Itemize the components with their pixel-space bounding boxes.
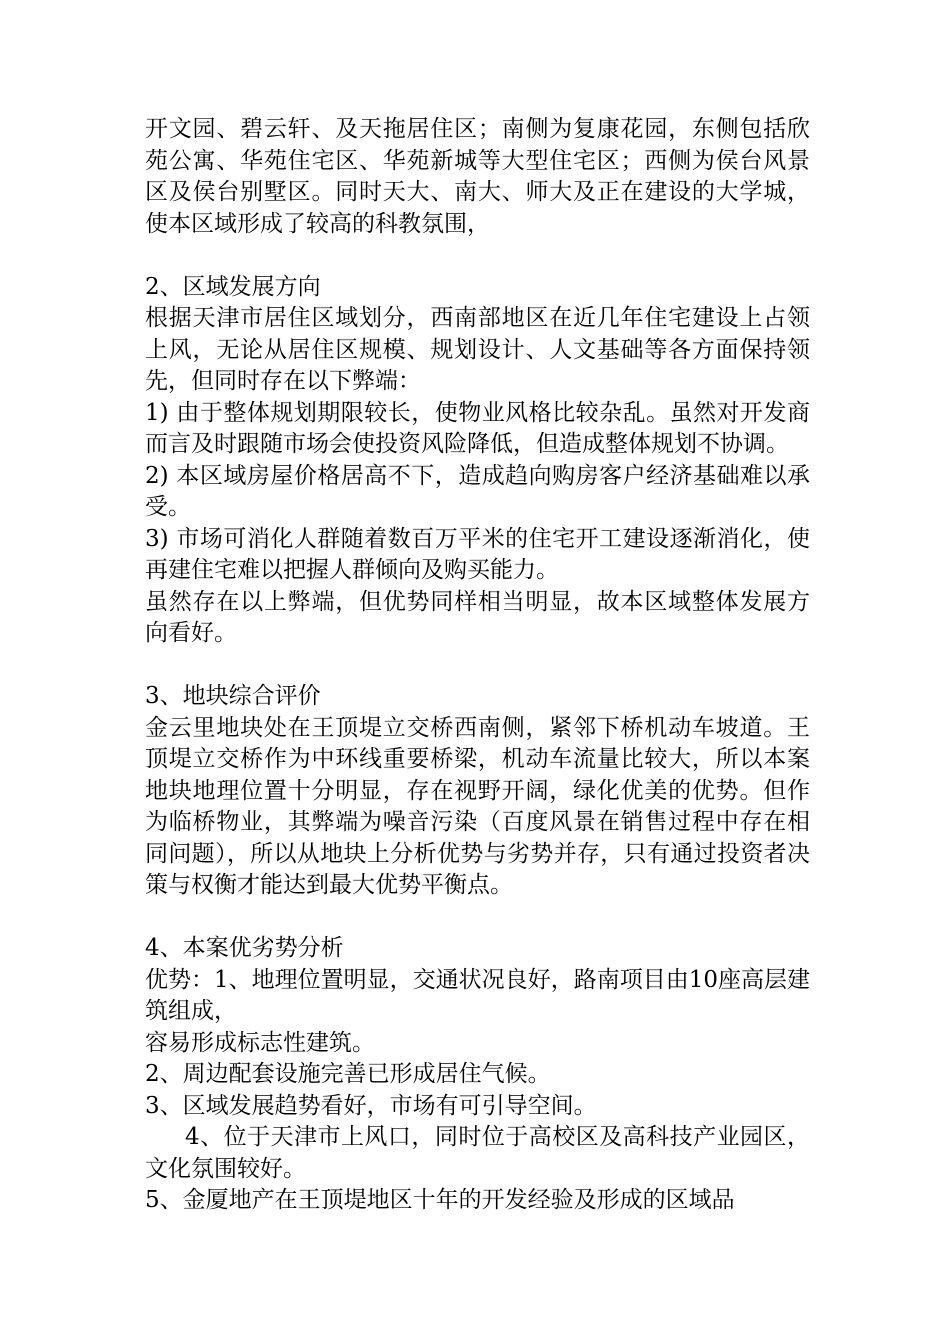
paragraph-conclusion: 虽然存在以上弊端，但优势同样相当明显，故本区域整体发展方向看好。 bbox=[145, 588, 810, 646]
list-item-drawback-2: 2) 本区域房屋价格居高不下，造成趋向购房客户经济基础难以承受。 bbox=[145, 462, 810, 520]
blank-line bbox=[145, 240, 810, 272]
list-item-drawback-1: 1) 由于整体规划期限较长，使物业风格比较杂乱。虽然对开发商而言及时跟随市场会使投资风险降低，但造成整体规划不协调。 bbox=[145, 399, 810, 457]
list-item-advantage-1-continued: 容易形成标志性建筑。 bbox=[145, 1029, 375, 1056]
paragraph-regional-division: 根据天津市居住区域划分，西南部地区在近几年住宅建设上占领上风，无论从居住区规模、规划设计、人文基础等各方面保持领先，但同时存在以下弊端： bbox=[145, 305, 810, 394]
blank-line bbox=[145, 902, 810, 934]
list-item-advantage-1: 优势：1、地理位置明显，交通状况良好，路南项目由10座高层建筑组成， bbox=[145, 966, 810, 1024]
section-heading-site-evaluation: 3、地块综合评价 bbox=[145, 683, 321, 709]
section-heading-swot: 4、本案优劣势分析 bbox=[145, 935, 344, 961]
list-item-drawback-3: 3) 市场可消化人群随着数百万平米的住宅开工建设逐渐消化，使再建住宅难以把握人群倾向及购买能力。 bbox=[145, 525, 810, 583]
section-heading-regional-development: 2、区域发展方向 bbox=[145, 273, 321, 300]
paragraph-site-evaluation: 金云里地块处在王顶堤立交桥西南侧，紧邻下桥机动车坡道。王顶堤立交桥作为中环线重要桥梁，机动车流量比较大，所以本案地块地理位置十分明显，存在视野开阔，绿化优美的优势。但作为临桥物业，其弊端为噪音污染（百度风景在销售过程中存在相同问题），所以从地块上分析优势与劣势并存，只有通过投资者决策与权衡才能达到最大优势平衡点。 bbox=[145, 714, 810, 898]
list-item-advantage-5: 5、金厦地产在王顶堤地区十年的开发经验及形成的区域品 bbox=[145, 1187, 735, 1213]
paragraph-surroundings: 开文园、碧云轩、及天拖居住区；南侧为复康花园，东侧包括欣苑公寓、华苑住宅区、华苑新城等大型住宅区；西侧为侯台风景区及侯台别墅区。同时天大、南大、师大及正在建设的大学城，使本区域形成了较高的科教氛围， bbox=[145, 116, 810, 237]
blank-line bbox=[145, 650, 810, 682]
list-item-advantage-2: 2、周边配套设施完善已形成居住气候。 bbox=[145, 1061, 551, 1087]
list-item-advantage-4: 4、位于天津市上风口，同时位于高校区及高科技产业园区，文化氛围较好。 bbox=[145, 1124, 810, 1182]
document-page bbox=[145, 114, 810, 1217]
list-item-advantage-3: 3、区域发展趋势看好，市场有可引导空间。 bbox=[145, 1092, 597, 1119]
